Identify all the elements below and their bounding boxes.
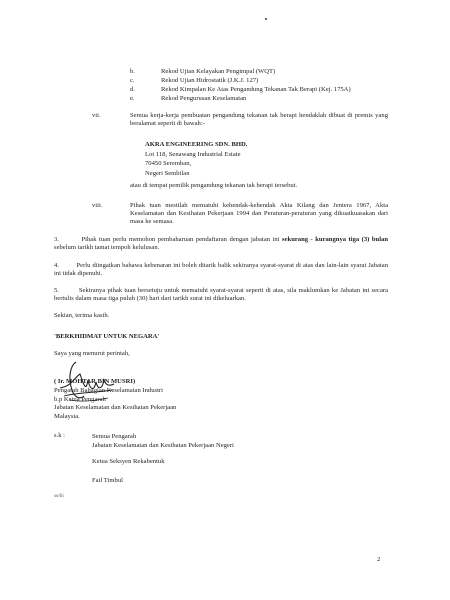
- cc-recipient: Fail Timbul: [92, 477, 123, 484]
- scan-mark: [265, 18, 267, 20]
- typist-initials: so/hi: [54, 494, 64, 499]
- list-item: [130, 86, 351, 95]
- list-item: [130, 77, 351, 86]
- cc-label: s.k :: [54, 432, 65, 439]
- item-letter: c.: [130, 76, 135, 84]
- address-line: 70450 Seremban,: [145, 160, 192, 168]
- list-item: [130, 95, 351, 104]
- closing: Sekian, terima kasih.: [54, 312, 110, 319]
- alternative-location: atau di tempat pemilik pengandung tekanan tak berapi tersebut.: [130, 182, 298, 189]
- signatory-title: Jabatan Keselamatan dan Kesihatan Pekerjaan: [54, 404, 177, 412]
- paragraph-text: sebelum tarikh tamat tempoh kelulusan.: [54, 244, 160, 252]
- signatory-title: Pengarah Bahagian Keselamatan Industri: [54, 386, 163, 394]
- item-vii-text: Semua kerja-kerja pembuatan pengandung tekanan tak berapi hendaklah dibuat di premis yang beralamat seperti di bawah:-: [130, 112, 388, 128]
- paragraph-number: 3.: [54, 236, 59, 243]
- motto: 'BERKHIDMAT UNTUK NEGARA': [54, 333, 160, 340]
- paragraph-5: [54, 287, 388, 303]
- cc-recipients: [92, 432, 234, 450]
- item-vii-number: vii.: [92, 112, 101, 119]
- paragraph-4: [54, 262, 388, 278]
- paragraph-text: Perlu diingatkan bahawa kebenaran ini boleh ditarik balik sekiranya syarat-syarat di atas dan lain-lain syarat Jabatan ini tidak dipenuhi.: [54, 262, 389, 278]
- item-text: Rekod Pengurusan Keselamatan: [161, 94, 247, 102]
- item-viii-number: viii.: [92, 202, 103, 209]
- item-text: Rekod Ujian Hidrostatik (J.K.J. 127): [161, 76, 259, 84]
- paragraph-number: 4.: [54, 262, 59, 269]
- lettered-list: [130, 68, 351, 104]
- paragraph-number: 5.: [54, 287, 59, 294]
- item-letter: b.: [130, 68, 135, 75]
- item-text: Rekod Ujian Kelayakan Pengimpal (WQT): [161, 68, 276, 75]
- paragraph-3: [54, 236, 388, 252]
- item-letter: e.: [130, 94, 135, 102]
- signatory-title: b.p Ketua Pengarah: [54, 395, 106, 403]
- cc-recipient: Jabatan Keselamatan dan Kesihatan Pekerjaan Negeri: [92, 442, 234, 449]
- company-name: AKRA ENGINEERING SDN. BHD.: [145, 141, 248, 148]
- list-item: [130, 68, 351, 77]
- signatory-block: [54, 378, 176, 422]
- paragraph-text: Pihak tuan perlu memohon pembaharuan pendaftaran dengan jabatan ini: [81, 236, 280, 243]
- item-letter: d.: [130, 85, 135, 93]
- cc-recipient: Ketua Seksyen Rekabentuk: [92, 458, 165, 465]
- paragraph-text: Sekiranya pihak tuan bersetuju untuk mematuhi syarat-syarat seperti di atas, sila maklumkan ke Jabatan ini secara bertulis dalam masa tiga puluh (30) hari dari tarikh surat ini dikeluarkan.: [54, 287, 388, 303]
- signatory-name: ( Ir. MOHTAR BIN MUSRI): [54, 378, 136, 385]
- cc-recipient: Semua Pengarah: [92, 433, 137, 440]
- address-block: [145, 140, 247, 178]
- address-line: Negeri Sembilan: [145, 169, 190, 177]
- yours-faithfully: Saya yang menurut perintah,: [54, 350, 130, 357]
- paragraph-emphasis: sekurang - kurangnya tiga (3) bulan: [282, 236, 388, 243]
- page-number: 2: [377, 556, 381, 563]
- item-text: Rekod Kimpalan Ke Atas Pengandung Tekanan Tak Berapi (Kej. 175A): [161, 85, 351, 93]
- address-line: Lot 118, Senawang Industrial Estate: [145, 150, 241, 158]
- signatory-title: Malaysia.: [54, 413, 80, 421]
- item-viii-text: Pihak tuan mestilah mematuhi kehendak-kehendak Akta Kilang dan Jentera 1967, Akta Keselamatan dan Kesihatan Pekerjaan 1994 dan Peraturan-peraturan yang dikuatkuasakan dari masa ke semasa.: [130, 202, 388, 226]
